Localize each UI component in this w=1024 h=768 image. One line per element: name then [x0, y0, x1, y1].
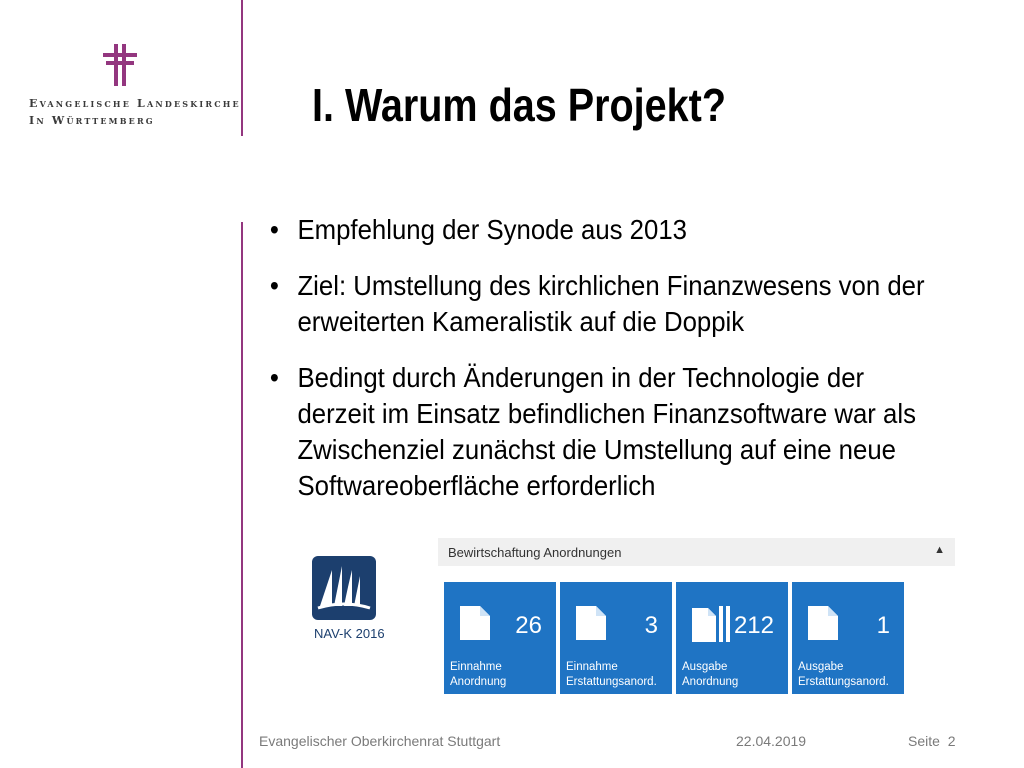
- bullet-list: [268, 212, 988, 524]
- nav-app-tile[interactable]: [306, 550, 406, 650]
- document-icon: [808, 606, 838, 645]
- logo-line-2: In Württemberg: [29, 114, 155, 127]
- bullet-item: • Bedingt durch Änderungen in der Technologie der derzeit im Einsatz befindlichen Finanzsoftware war als Zwischenziel zunächst die Umstellung auf eine neue Softwareoberfläche erforderlich: [268, 360, 930, 504]
- panel-header[interactable]: [438, 538, 955, 566]
- tile-count: 212: [733, 612, 774, 639]
- nav-sailboat-icon: [312, 556, 376, 620]
- church-logo: [0, 0, 240, 136]
- tile-einnahme-erstattung[interactable]: [560, 582, 672, 694]
- footer-page-number: Seite 2: [908, 733, 956, 749]
- footer-organization: Evangelischer Oberkirchenrat Stuttgart: [259, 733, 501, 749]
- bullet-item: • Empfehlung der Synode aus 2013: [268, 212, 930, 248]
- document-stack-icon: [692, 606, 732, 647]
- tile-count: 3: [644, 612, 658, 639]
- tile-einnahme-anordnung[interactable]: [444, 582, 556, 694]
- cross-icon: [103, 44, 137, 86]
- tile-count: 26: [515, 612, 542, 639]
- tile-label: Einnahme Anordnung: [450, 661, 507, 688]
- slide-title: I. Warum das Projekt?: [312, 79, 727, 131]
- bullet-item: • Ziel: Umstellung des kirchlichen Finanzwesens von der erweiterten Kameralistik auf die Doppik: [268, 268, 930, 340]
- tile-label: Einnahme Erstattungsanord.: [566, 661, 657, 688]
- tile-count: 1: [876, 612, 890, 639]
- chevron-up-icon[interactable]: ▲: [934, 544, 945, 556]
- document-icon: [576, 606, 606, 645]
- footer-date: 22.04.2019: [736, 733, 807, 749]
- tile-ausgabe-anordnung[interactable]: [676, 582, 788, 694]
- logo-line-1: Evangelische Landeskirche: [29, 97, 241, 110]
- nav-app-label: NAV-K 2016: [314, 626, 385, 641]
- document-icon: [460, 606, 490, 645]
- tile-label: Ausgabe Anordnung: [682, 661, 739, 688]
- divider-bottom: [241, 222, 243, 768]
- panel-title: Bewirtschaftung Anordnungen: [448, 545, 622, 560]
- divider-top: [241, 0, 243, 136]
- tile-label: Ausgabe Erstattungsanord.: [798, 661, 889, 688]
- tile-ausgabe-erstattung[interactable]: [792, 582, 904, 694]
